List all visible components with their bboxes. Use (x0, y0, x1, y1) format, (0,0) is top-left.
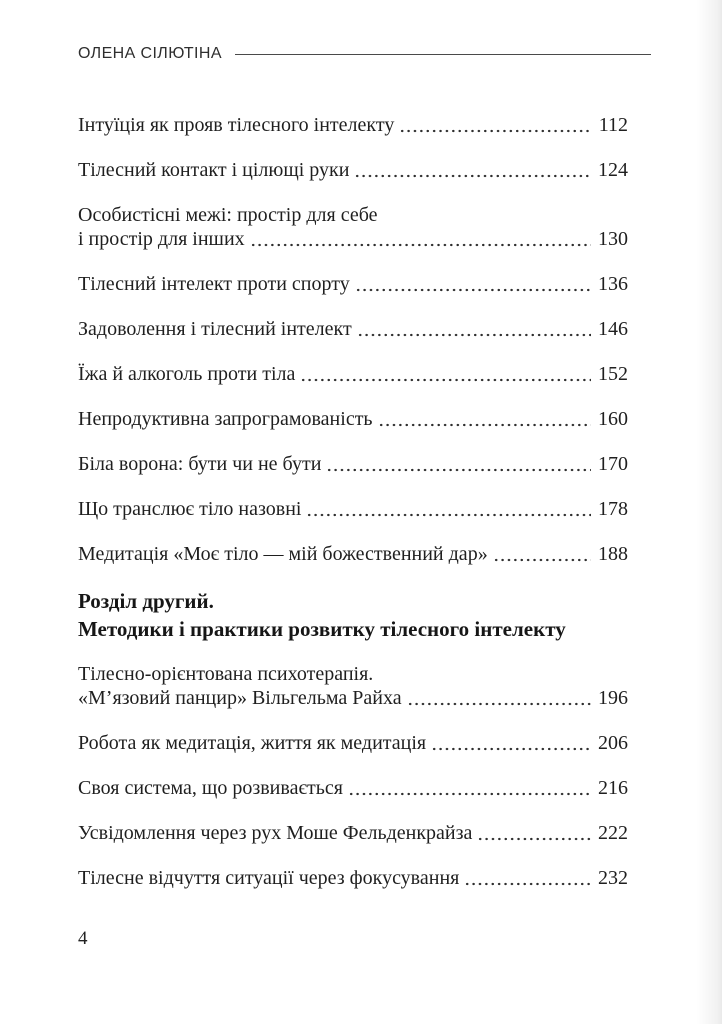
toc-entry-title: Їжа й алкоголь проти тіла (78, 363, 296, 385)
toc-entry (78, 662, 628, 710)
toc-entry-line1: Тілесно-орієнтована психотерапія. (78, 663, 374, 685)
dot-leader (306, 497, 591, 521)
section-heading (78, 587, 638, 643)
toc-entry (78, 776, 628, 800)
toc-entry-title: Медитація «Моє тіло — мій божественний дар» (78, 543, 488, 565)
toc-entry (78, 452, 628, 476)
toc-entry-page: 216 (598, 777, 628, 799)
toc-entry-title: Що транслює тіло назовні (78, 498, 302, 520)
dot-leader (250, 227, 591, 251)
toc-entry-title: «М’язовий панцир» Вільгельма Райха (78, 687, 402, 709)
dot-leader (477, 821, 591, 845)
toc-entry-page: 196 (598, 687, 628, 709)
header-rule (235, 54, 651, 56)
toc-entry-page: 222 (598, 822, 628, 844)
toc-entry-page: 232 (598, 867, 628, 889)
toc-entry-page: 152 (598, 363, 628, 385)
toc-entry-line1: Особистісні межі: простір для себе (78, 204, 378, 226)
toc-entry (78, 407, 628, 431)
dot-leader (326, 452, 591, 476)
toc-entry (78, 113, 628, 137)
toc-entry (78, 542, 628, 566)
toc-entry-page: 124 (598, 159, 628, 181)
dot-leader (357, 317, 591, 341)
dot-leader (354, 158, 591, 182)
toc-entry-title: Непродуктивна запрограмованість (78, 408, 373, 430)
toc-entry-title: Тілесний контакт і цілющі руки (78, 159, 350, 181)
toc-entry-page: 112 (598, 114, 628, 136)
dot-leader (431, 731, 591, 755)
toc-entry-page: 170 (598, 453, 628, 475)
toc-entry-title: Робота як медитація, життя як медитація (78, 732, 427, 754)
running-header (78, 46, 651, 62)
dot-leader (407, 686, 591, 710)
toc-list-part2 (78, 662, 628, 890)
toc-entry (78, 362, 628, 386)
dot-leader (300, 362, 591, 386)
dot-leader (348, 776, 591, 800)
dot-leader (493, 542, 591, 566)
toc-entry-title: Усвідомлення через рух Моше Фельденкрайза (78, 822, 473, 844)
toc-entry (78, 731, 628, 755)
toc-entry-title: Своя система, що розвивається (78, 777, 343, 799)
section-heading-line2: Методики і практики розвитку тілесного інтелекту (78, 617, 566, 641)
toc-entry (78, 866, 628, 890)
toc-entry (78, 497, 628, 521)
toc-entry-title: Тілесний інтелект проти спорту (78, 273, 350, 295)
toc-entry-page: 160 (598, 408, 628, 430)
toc-entry-page: 136 (598, 273, 628, 295)
running-header-author: ОЛЕНА СІЛЮТІНА (78, 45, 222, 62)
toc-entry-title: Біла ворона: бути чи не бути (78, 453, 322, 475)
toc-list-part1 (78, 113, 628, 566)
page-edge-shading (696, 0, 722, 1024)
toc-entry-page: 206 (598, 732, 628, 754)
toc-entry (78, 272, 628, 296)
toc-entry (78, 158, 628, 182)
toc-entry-title: Задоволення і тілесний інтелект (78, 318, 352, 340)
page-number: 4 (78, 928, 88, 949)
toc-entry-title: і простір для інших (78, 228, 245, 250)
toc-entry (78, 203, 628, 251)
section-heading-line1: Розділ другий. (78, 589, 214, 613)
dot-leader (355, 272, 591, 296)
toc-entry-page: 188 (598, 543, 628, 565)
toc-entry-page: 146 (598, 318, 628, 340)
toc-entry (78, 317, 628, 341)
toc-entry (78, 821, 628, 845)
toc-entry-page: 130 (598, 228, 628, 250)
dot-leader (464, 866, 591, 890)
dot-leader (399, 113, 591, 137)
toc-entry-title: Інтуїція як прояв тілесного інтелекту (78, 114, 395, 136)
toc-entry-page: 178 (598, 498, 628, 520)
toc-entry-title: Тілесне відчуття ситуації через фокусування (78, 867, 460, 889)
dot-leader (378, 407, 591, 431)
